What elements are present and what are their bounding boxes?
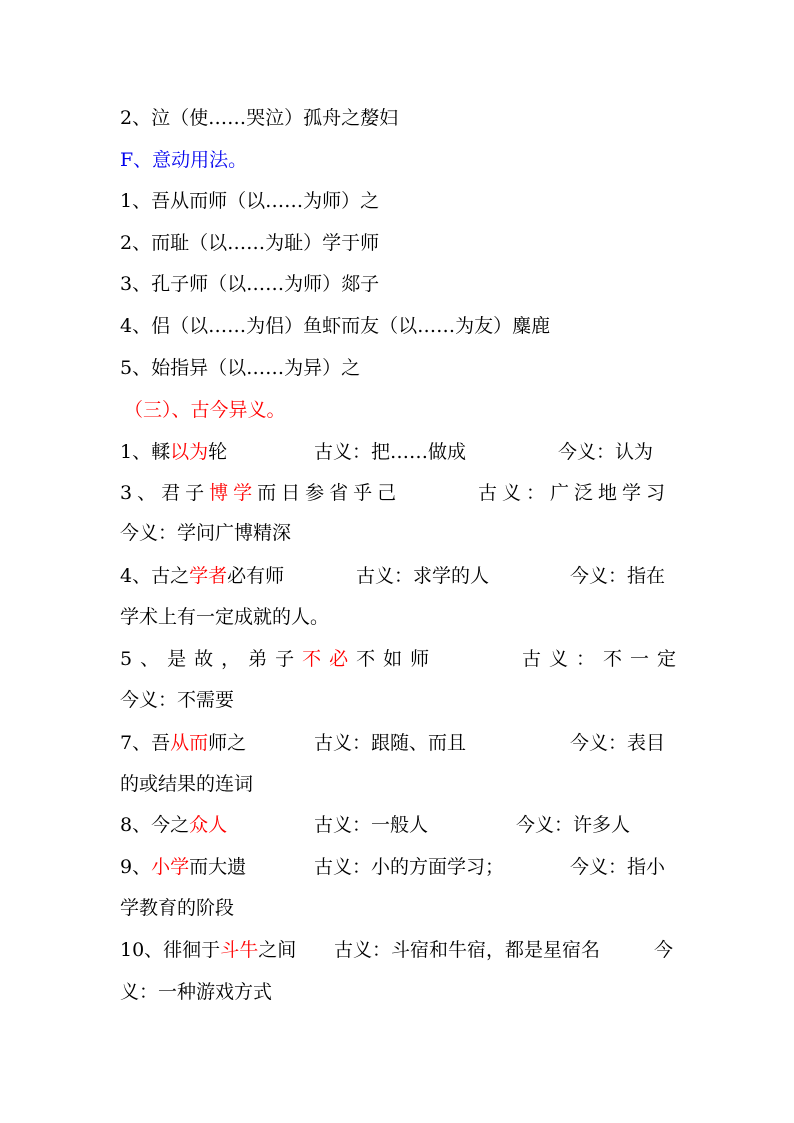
highlight-term: 博学 <box>209 482 258 504</box>
highlight-term: 小学 <box>151 856 190 878</box>
modern-meaning-cont: 学教育的阶段 <box>120 897 235 919</box>
highlight-term: 斗牛 <box>220 939 259 961</box>
highlight-term: 以为 <box>170 441 209 463</box>
example-phrase: 8、今之众人 <box>120 814 228 836</box>
text-line: 1、吾从而师（以……为师）之 <box>120 190 380 212</box>
modern-meaning: 今 <box>654 939 674 961</box>
example-phrase: 1、輮以为轮 <box>120 441 228 463</box>
text-line: 2、而耻（以……为耻）学于师 <box>120 232 380 254</box>
text-line: 2、泣（使……哭泣）孤舟之嫠妇 <box>120 107 399 129</box>
section-heading: F、意动用法。 <box>120 149 248 171</box>
ancient-meaning: 古义：求学的人 <box>356 565 490 587</box>
ancient-meaning: 古义：斗宿和牛宿，都是星宿名 <box>334 939 601 961</box>
example-phrase: 4、古之学者必有师 <box>120 565 285 587</box>
example-phrase: 5、是故，弟子不必不如师 <box>120 648 438 670</box>
text-line: 5、始指异（以……为异）之 <box>120 357 361 379</box>
section-heading: （三）、古今异义。 <box>124 399 286 421</box>
modern-meaning-cont: 义：一种游戏方式 <box>120 981 273 1003</box>
modern-meaning-cont: 的或结果的连词 <box>120 773 254 795</box>
example-phrase: 7、吾从而师之 <box>120 732 247 754</box>
ancient-meaning: 古义：不一定 <box>522 648 685 670</box>
modern-meaning: 今义：指在 <box>570 565 666 587</box>
modern-meaning: 今义：认为 <box>558 441 654 463</box>
ancient-meaning: 古义：广泛地学习 <box>478 482 671 504</box>
text-line: 4、侣（以……为侣）鱼虾而友（以……为友）麋鹿 <box>120 315 551 337</box>
modern-meaning-cont: 学术上有一定成就的人。 <box>120 606 330 628</box>
modern-meaning: 今义：指小 <box>570 856 666 878</box>
ancient-meaning: 古义：一般人 <box>314 814 429 836</box>
highlight-term: 众人 <box>189 814 228 836</box>
modern-meaning: 今义：许多人 <box>516 814 631 836</box>
modern-meaning: 今义：表目 <box>570 732 666 754</box>
modern-meaning: 今义：学问广博精深 <box>120 522 292 544</box>
highlight-term: 学者 <box>189 565 228 587</box>
example-phrase: 3、君子博学而日参省乎己 <box>120 482 402 504</box>
ancient-meaning: 古义：小的方面学习； <box>314 856 505 878</box>
highlight-term: 不必 <box>302 648 357 670</box>
ancient-meaning: 古义：跟随、而且 <box>314 732 467 754</box>
highlight-term: 从而 <box>170 732 209 754</box>
example-phrase: 9、小学而大遗 <box>120 856 247 878</box>
modern-meaning: 今义：不需要 <box>120 689 235 711</box>
text-line: 3、孔子师（以……为师）郯子 <box>120 273 380 295</box>
ancient-meaning: 古义：把……做成 <box>314 441 467 463</box>
example-phrase: 10、徘徊于斗牛之间 <box>120 939 297 961</box>
